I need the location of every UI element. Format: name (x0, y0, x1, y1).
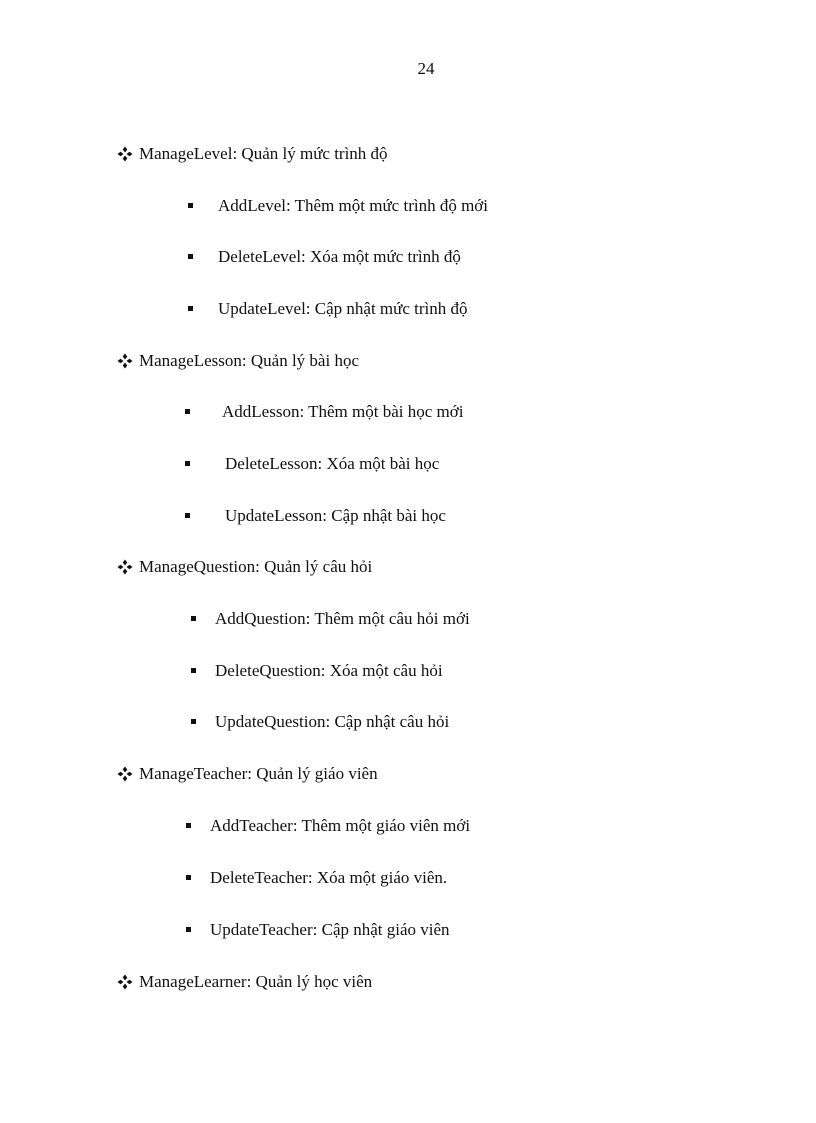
list-item (185, 454, 439, 474)
list-item-text: UpdateLesson: Cập nhật bài học (225, 506, 446, 525)
four-diamond-bullet-icon (117, 353, 133, 369)
list-item-text: DeleteTeacher: Xóa một giáo viên. (210, 868, 448, 887)
section-title: ManageTeacher: Quản lý giáo viên (139, 764, 378, 783)
square-bullet-icon (186, 823, 191, 828)
list-item-text: AddLevel: Thêm một mức trình độ mới (218, 196, 489, 215)
list-item-text: DeleteQuestion: Xóa một câu hỏi (215, 661, 443, 680)
section-title: ManageQuestion: Quản lý câu hỏi (139, 557, 373, 576)
square-bullet-icon (191, 668, 196, 673)
section-manage-learner (117, 972, 372, 992)
square-bullet-icon (185, 409, 190, 414)
section-manage-level (117, 144, 388, 164)
square-bullet-icon (185, 513, 190, 518)
square-bullet-icon (185, 461, 190, 466)
section-title: ManageLesson: Quản lý bài học (139, 351, 359, 370)
list-item (188, 299, 468, 319)
list-item-text: AddTeacher: Thêm một giáo viên mới (210, 816, 471, 835)
square-bullet-icon (188, 203, 193, 208)
square-bullet-icon (191, 719, 196, 724)
four-diamond-bullet-icon (117, 146, 133, 162)
list-item-text: DeleteLevel: Xóa một mức trình độ (218, 247, 461, 266)
square-bullet-icon (186, 927, 191, 932)
four-diamond-bullet-icon (117, 766, 133, 782)
section-manage-lesson (117, 351, 359, 371)
list-item (188, 196, 488, 216)
section-title: ManageLevel: Quản lý mức trình độ (139, 144, 388, 163)
list-item-text: UpdateLevel: Cập nhật mức trình độ (218, 299, 468, 318)
section-manage-teacher (117, 764, 378, 784)
list-item (186, 816, 470, 836)
list-item (191, 712, 449, 732)
list-item-text: AddLesson: Thêm một bài học mới (222, 402, 464, 421)
four-diamond-bullet-icon (117, 974, 133, 990)
section-manage-question (117, 557, 372, 577)
list-item (185, 402, 463, 422)
list-item (191, 609, 470, 629)
section-title: ManageLearner: Quản lý học viên (139, 972, 373, 991)
square-bullet-icon (188, 306, 193, 311)
list-item-text: UpdateQuestion: Cập nhật câu hỏi (215, 712, 450, 731)
four-diamond-bullet-icon (117, 559, 133, 575)
list-item (185, 506, 446, 526)
list-item-text: DeleteLesson: Xóa một bài học (225, 454, 440, 473)
list-item-text: UpdateTeacher: Cập nhật giáo viên (210, 920, 450, 939)
list-item (188, 247, 461, 267)
square-bullet-icon (186, 875, 191, 880)
square-bullet-icon (191, 616, 196, 621)
list-item (186, 868, 447, 888)
list-item-text: AddQuestion: Thêm một câu hỏi mới (215, 609, 470, 628)
page-number: 24 (417, 59, 435, 78)
list-item (186, 920, 450, 940)
list-item (191, 661, 443, 681)
square-bullet-icon (188, 254, 193, 259)
